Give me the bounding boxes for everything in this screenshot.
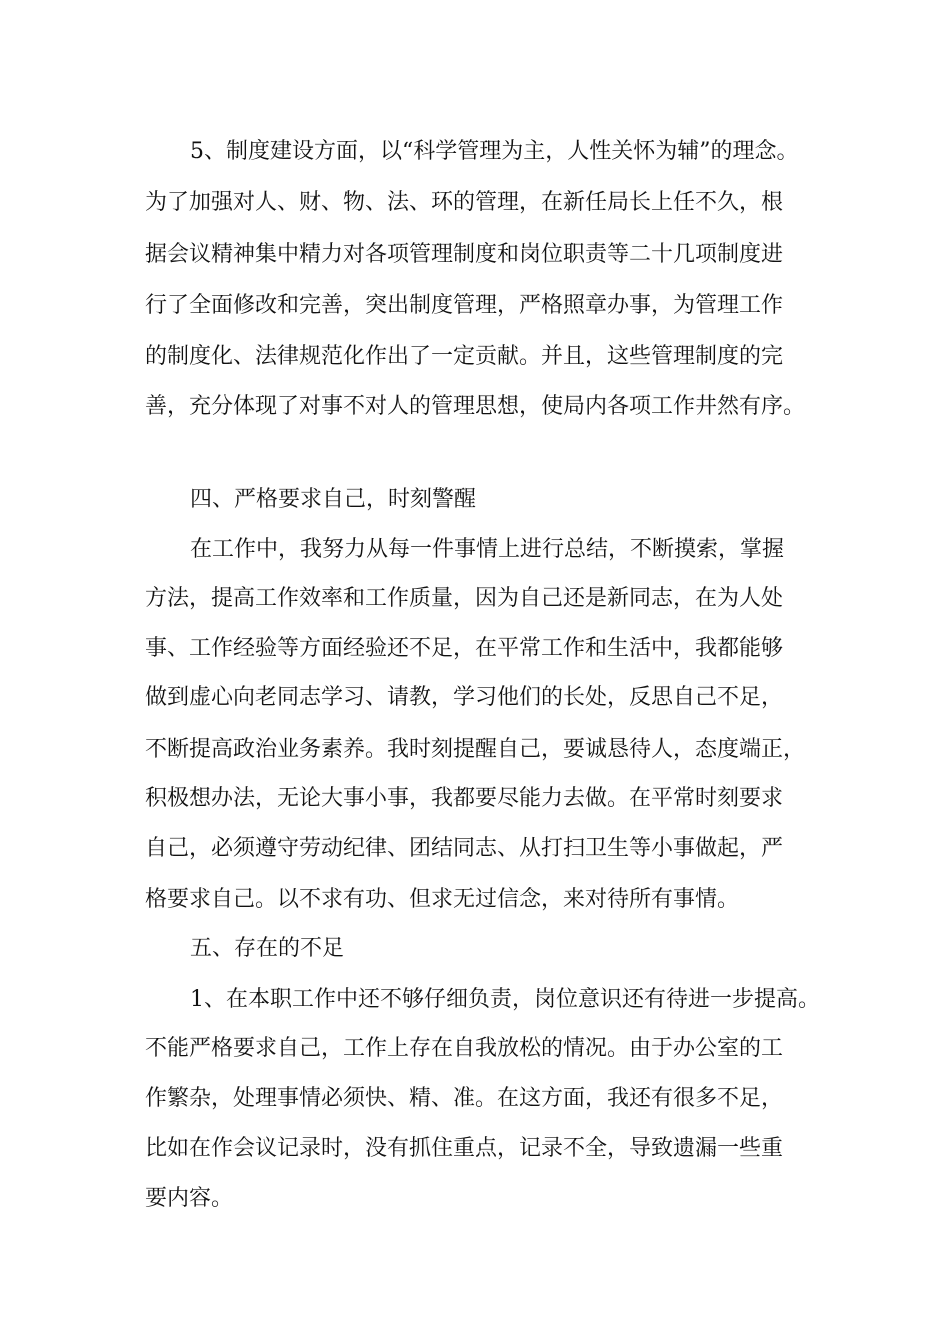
paragraph-line: 要内容。 (145, 1186, 234, 1211)
paragraph-line: 做到虚心向老同志学习、请教，学习他们的长处，反思自己不足， (145, 685, 784, 710)
section-heading: 五、存在的不足 (190, 936, 345, 961)
paragraph-line: 作繁杂，处理事情必须快、精、准。在这方面，我还有很多不足， (145, 1086, 784, 1111)
paragraph-line: 据会议精神集中精力对各项管理制度和岗位职责等二十几项制度进 (145, 242, 784, 267)
paragraph-line: 格要求自己。以不求有功、但求无过信念，来对待所有事情。 (145, 887, 740, 912)
paragraph-line: 为了加强对人、财、物、法、环的管理，在新任局长上任不久，根 (145, 190, 784, 215)
paragraph-line: 自己，必须遵守劳动纪律、团结同志、从打扫卫生等小事做起，严 (145, 836, 784, 861)
paragraph-line: 在工作中，我努力从每一件事情上进行总结，不断摸索，掌握 (190, 537, 785, 562)
paragraph-line: 1、在本职工作中还不够仔细负责，岗位意识还有待进一步提高。 (190, 987, 820, 1012)
paragraph-line: 善，充分体现了对事不对人的管理思想，使局内各项工作井然有序。 (145, 394, 806, 419)
paragraph-line: 的制度化、法律规范化作出了一定贡献。并且，这些管理制度的完 (145, 344, 784, 369)
paragraph-line: 方法，提高工作效率和工作质量，因为自己还是新同志，在为人处 (145, 586, 784, 611)
paragraph-line: 事、工作经验等方面经验还不足，在平常工作和生活中，我都能够 (145, 636, 784, 661)
paragraph-line: 不断提高政治业务素养。我时刻提醒自己，要诚恳待人，态度端正， (145, 737, 806, 762)
paragraph-line: 行了全面修改和完善，突出制度管理，严格照章办事，为管理工作 (145, 293, 784, 318)
paragraph-line: 积极想办法，无论大事小事，我都要尽能力去做。在平常时刻要求 (145, 786, 784, 811)
section-heading: 四、严格要求自己，时刻警醒 (190, 487, 477, 512)
paragraph-line: 5、制度建设方面，以“科学管理为主，人性关怀为辅”的理念。 (190, 139, 799, 164)
paragraph-line: 比如在作会议记录时，没有抓住重点，记录不全，导致遗漏一些重 (145, 1136, 784, 1161)
paragraph-line: 不能严格要求自己，工作上存在自我放松的情况。由于办公室的工 (145, 1036, 784, 1061)
